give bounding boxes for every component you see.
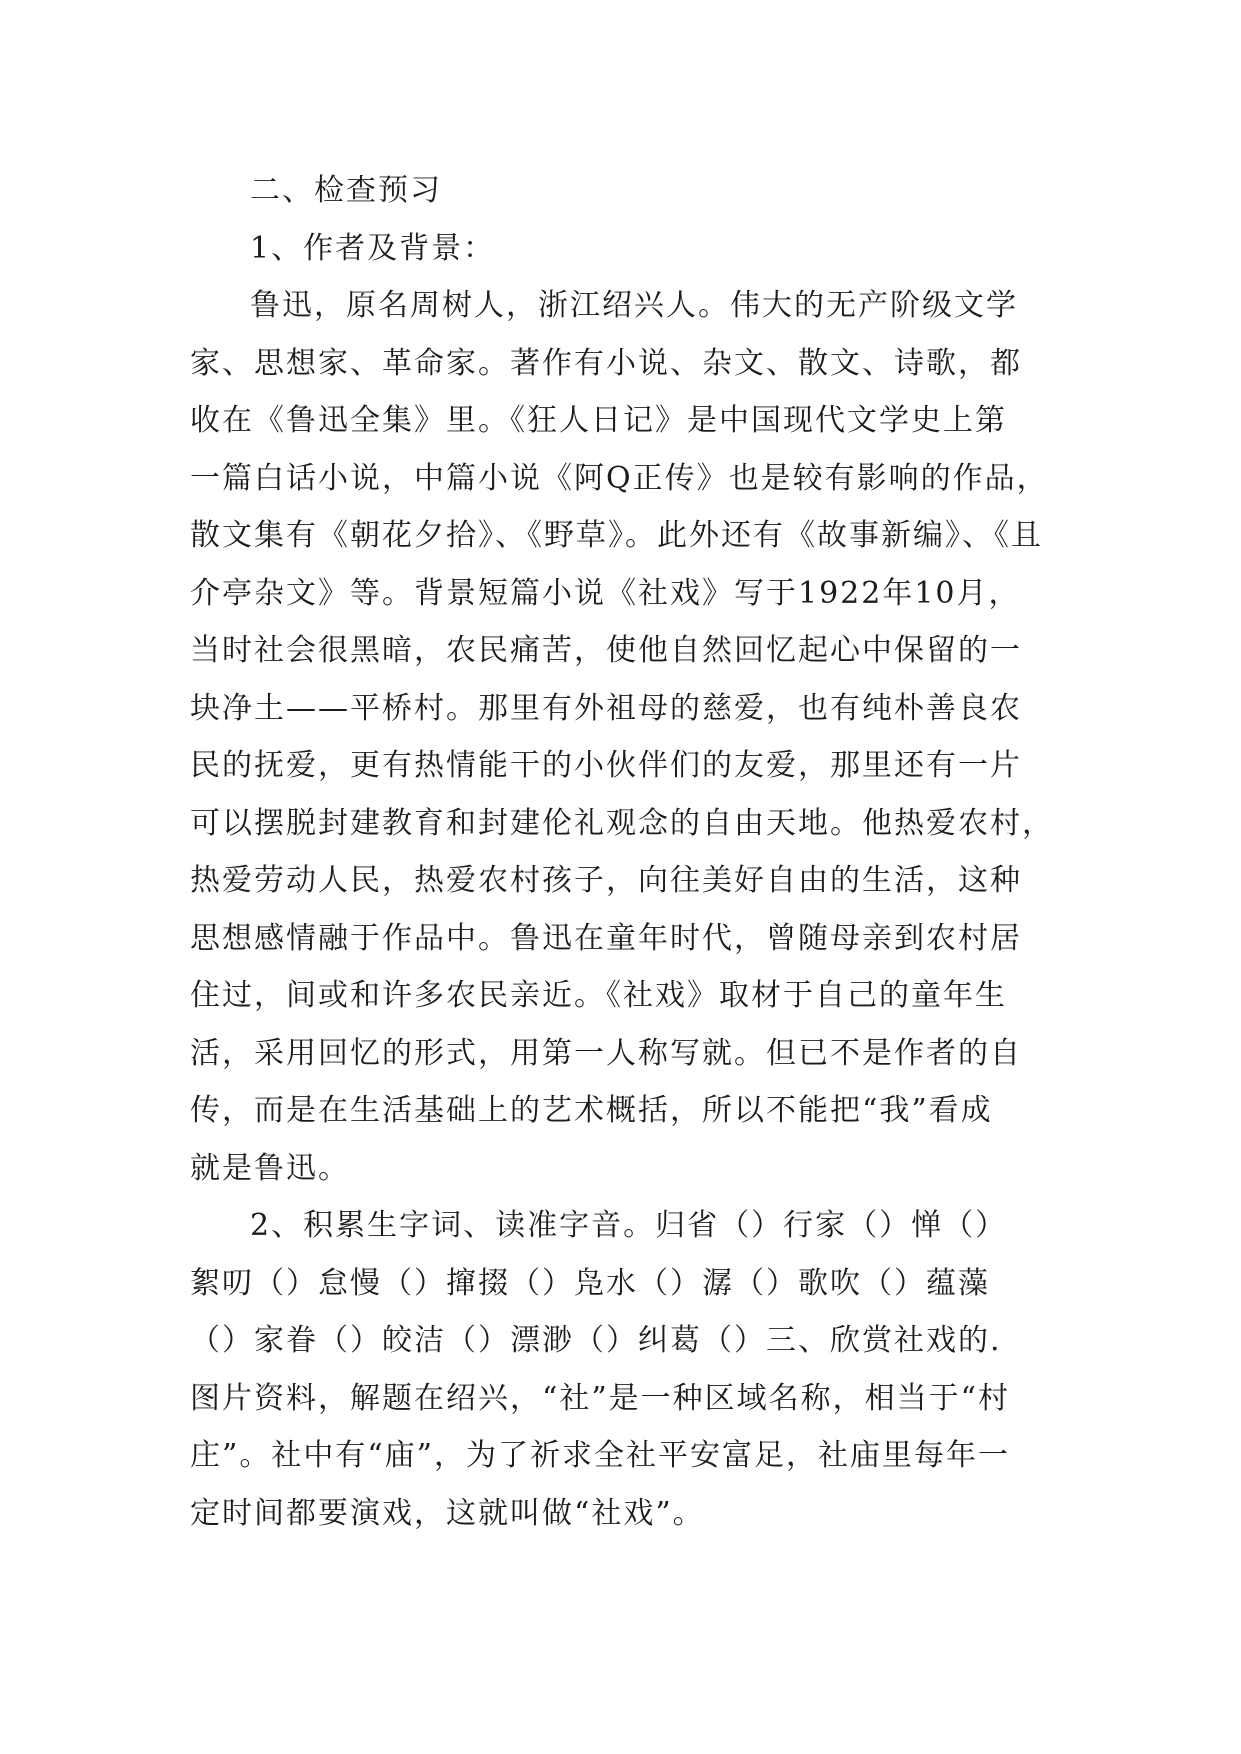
section-heading: 二、检查预习 <box>250 173 442 208</box>
paragraph-line: 可以摆脱封建教育和封建伦礼观念的自由天地。他热爱农村， <box>190 805 1054 841</box>
paragraph-line: 庄”。社中有“庙”，为了祈求全社平安富足，社庙里每年一 <box>190 1438 1011 1473</box>
paragraph-line: 介亭杂文》等。背景短篇小说《社戏》写于1922年10月， <box>190 575 1021 611</box>
paragraph-line: 思想感情融于作品中。鲁迅在童年时代，曾随母亲到农村居 <box>190 920 1022 956</box>
paragraph-line: 散文集有《朝花夕拾》、《野草》。此外还有《故事新编》、《且 <box>190 518 1043 553</box>
paragraph-line: 传，而是在生活基础上的艺术概括，所以不能把“我”看成 <box>190 1093 993 1128</box>
paragraph-line: 絮叨（）怠慢（）撺掇（）凫水（）潺（）歌吹（）蕴藻 <box>190 1265 990 1301</box>
paragraph-line: 块净土——平桥村。那里有外祖母的慈爱，也有纯朴善良农 <box>190 690 1022 726</box>
paragraph-line: 家、思想家、革命家。著作有小说、杂文、散文、诗歌，都 <box>190 345 1022 381</box>
paragraph-line: 民的抚爱，更有热情能干的小伙伴们的友爱，那里还有一片 <box>190 748 1022 783</box>
paragraph-line: （）家眷（）皎洁（）漂渺（）纠葛（）三、欣赏社戏的. <box>190 1323 1002 1358</box>
paragraph-line: 就是鲁迅。 <box>190 1150 350 1186</box>
paragraph-line: 热爱劳动人民，热爱农村孩子，向往美好自由的生活，这种 <box>190 863 1022 898</box>
subsection-heading: 1、作者及背景： <box>250 230 496 266</box>
document-body <box>190 162 1054 1542</box>
paragraph-line: 活，采用回忆的形式，用第一人称写就。但已不是作者的自 <box>190 1035 1022 1071</box>
paragraph-line: 当时社会很黑暗，农民痛苦，使他自然回忆起心中保留的一 <box>190 633 1022 668</box>
paragraph-line: 鲁迅，原名周树人，浙江绍兴人。伟大的无产阶级文学 <box>250 288 1018 323</box>
paragraph-line: 图片资料，解题在绍兴，“社”是一种区域名称，相当于“村 <box>190 1380 1011 1416</box>
paragraph-line: 住过，间或和许多农民亲近。《社戏》取材于自己的童年生 <box>190 978 1007 1013</box>
paragraph-line: 2、积累生字词、读准字音。归省（）行家（）惮（） <box>250 1208 1008 1243</box>
paragraph-line: 定时间都要演戏，这就叫做“社戏”。 <box>190 1495 705 1531</box>
paragraph-line: 收在《鲁迅全集》里。《狂人日记》是中国现代文学史上第 <box>190 403 1007 438</box>
paragraph-line: 一篇白话小说，中篇小说《阿Q正传》也是较有影响的作品， <box>190 460 1049 496</box>
